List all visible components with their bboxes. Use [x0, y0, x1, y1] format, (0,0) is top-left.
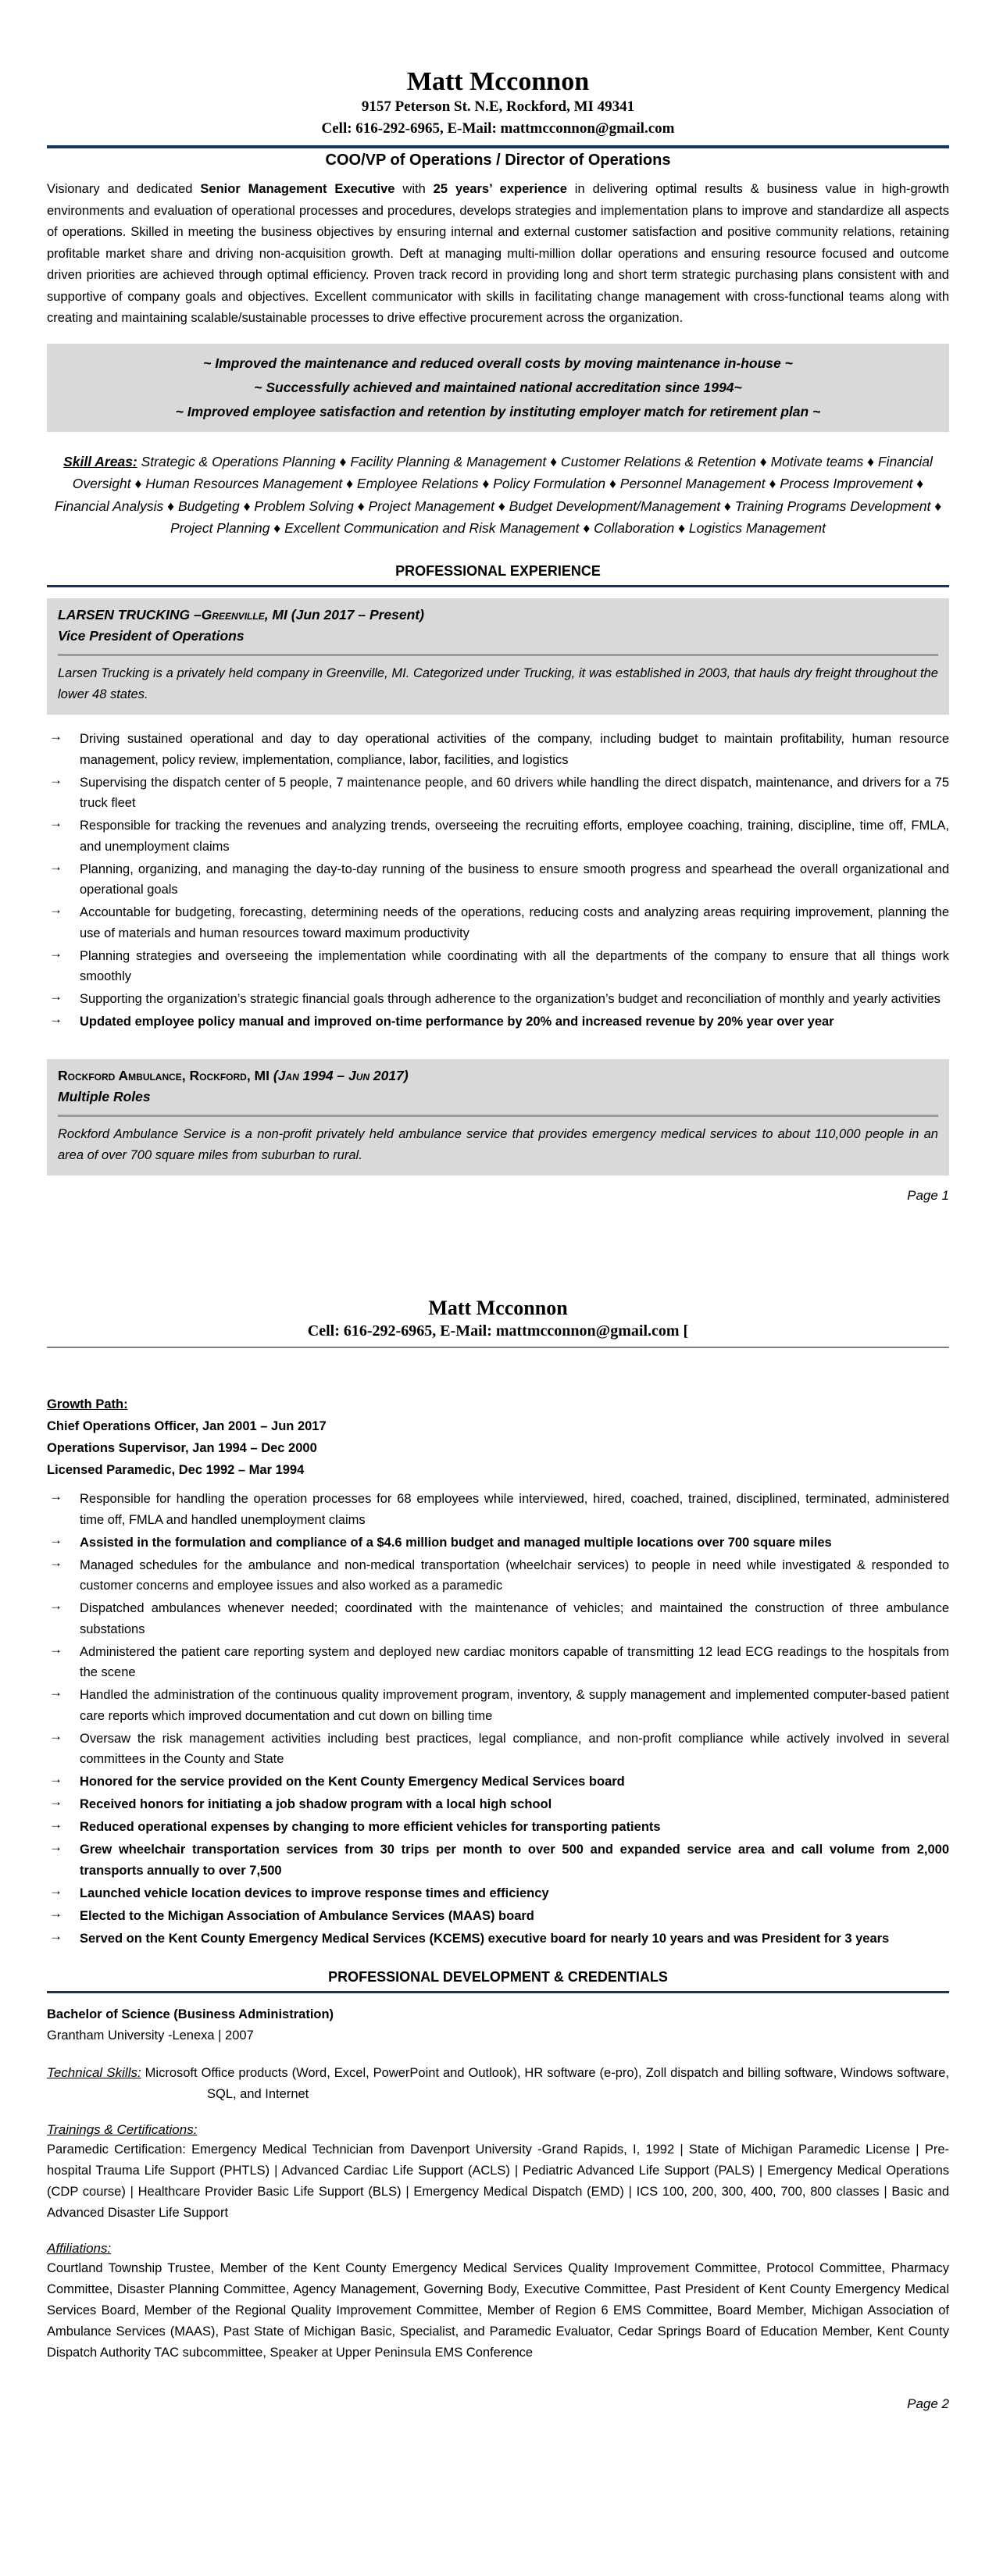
education-block: [47, 2004, 949, 2046]
bullet-text: Grew wheelchair transportation services from 30 trips per month to over 500 and expanded service area and call volume from 2,000 transports annually to over 7,500: [80, 1843, 949, 1878]
highlight-line: ~ Improved employee satisfaction and retention by instituting employer match for retirement plan ~: [175, 403, 821, 419]
summary-rest: in delivering optimal results & business value in high-growth environments and evaluation of operational processes and procedures, develops strategies and implementation plans to improve and standardize all aspects of operations. Skilled in meeting the business objectives by ensuring internal and external customer satisfaction and positive community relations, retaining profitable market share and driving non-acquisition growth. Deft at managing multi-million dollar operations and ensuring resource focused and outcome driven priorities are achieved through optimal efficiency. Proven track record in providing long and short term strategic purchasing plans consistent with and supportive of company goals and objectives. Excellent communicator with skills in facilitating change management with cross-functional teams along with creating and maintaining scalable/sustainable processes to drive effective procurement across the organization.: [47, 182, 950, 326]
summary-lead: Visionary and dedicated: [47, 182, 201, 197]
skill-areas: [47, 451, 949, 540]
job-role: Multiple Roles: [58, 1088, 151, 1104]
bullet-text: Reduced operational expenses by changing to more efficient vehicles for transporting patients: [80, 1820, 661, 1835]
page2-header: [47, 1296, 949, 1349]
bullet-text: Planning strategies and overseeing the implementation while coordinating with all the departments of the company to ensure that all things work smoothly: [80, 948, 949, 984]
growth-path-role: Operations Supervisor, Jan 1994 – Dec 2000: [47, 1441, 317, 1456]
section-rule: [47, 585, 949, 587]
arrow-bullet-icon: →: [49, 772, 62, 787]
job-dates: (Jun 2017 – Present): [287, 606, 424, 623]
contact-line: Cell: 616-292-6965, E-Mail: mattmcconnon@gmail.com [: [307, 1322, 689, 1340]
bullet-text: Oversaw the risk management activities including best practices, legal compliance, and non-profit compliance while actively involved in several committees in the County and State: [80, 1731, 949, 1767]
bullet-item: [47, 859, 949, 901]
bullet-item: [47, 902, 949, 944]
bullet-text: Planning, organizing, and managing the day-to-day running of the business to ensure smooth progress and spearhead the overall organizational and operational goals: [80, 862, 949, 897]
resume-page-2: [0, 1296, 996, 2444]
credentials-section: [47, 1969, 949, 1993]
bullet-item: [47, 1928, 949, 1950]
highlight-line: ~ Successfully achieved and maintained national accreditation since 1994~: [254, 379, 742, 395]
technical-skills: [47, 2062, 949, 2105]
arrow-bullet-icon: →: [49, 1532, 62, 1547]
affiliations-label: Affiliations:: [47, 2241, 112, 2257]
header-rule: [47, 145, 949, 148]
bullet-item: [47, 1011, 949, 1033]
education-degree: Bachelor of Science (Business Administration): [47, 2007, 334, 2022]
candidate-name: Matt Mcconnon: [428, 1296, 568, 1319]
bullet-text: Handled the administration of the continuous quality improvement program, inventory, & supply management and implemented computer-based patient care reports which improved documentation and cut down on billing time: [80, 1688, 949, 1723]
arrow-bullet-icon: →: [49, 1554, 62, 1570]
arrow-bullet-icon: →: [49, 815, 62, 831]
bullet-text: Administered the patient care reporting system and deployed new cardiac monitors capable of transmitting 12 lead ECG readings to the hospitals from the scene: [80, 1644, 949, 1680]
document-title: COO/VP of Operations / Director of Operations: [325, 152, 671, 169]
candidate-name: Matt Mcconnon: [406, 67, 590, 96]
bullet-text: Honored for the service provided on the Kent County Emergency Medical Services board: [80, 1775, 625, 1789]
bullet-text: Elected to the Michigan Association of Ambulance Services (MAAS) board: [80, 1908, 534, 1923]
arrow-bullet-icon: →: [49, 1905, 62, 1921]
job-company: LARSEN TRUCKING –Greenville, MI: [58, 606, 287, 623]
education-school: Grantham University -Lenexa | 2007: [47, 2028, 254, 2043]
section-heading-experience: PROFESSIONAL EXPERIENCE: [395, 562, 601, 579]
job-divider: [58, 654, 938, 656]
arrow-bullet-icon: →: [49, 1489, 62, 1504]
growth-path-role: Chief Operations Officer, Jan 2001 – Jun 2017: [47, 1419, 327, 1434]
address-line: 9157 Peterson St. N.E, Rockford, MI 49341: [361, 98, 635, 116]
bullet-text: Driving sustained operational and day to day operational activities of the company, including budget to maintain profitability, human resource management, policy review, implementation, compliance, labor, facilities, and logistics: [80, 732, 949, 767]
bullet-text: Responsible for handling the operation processes for 68 employees while interviewed, hired, coached, trained, disciplined, terminated, administered time off, FMLA and handled unemployment claims: [80, 1492, 949, 1527]
arrow-bullet-icon: →: [49, 989, 62, 1004]
summary-paragraph: [47, 179, 949, 330]
growth-path-role: Licensed Paramedic, Dec 1992 – Mar 1994: [47, 1463, 305, 1478]
bullet-item: [47, 1817, 949, 1838]
bullet-text: Supervising the dispatch center of 5 people, 7 maintenance people, and 60 drivers while handling the direct dispatch, maintenance, and drivers for a 75 truck fleet: [80, 775, 949, 811]
arrow-bullet-icon: →: [49, 858, 62, 874]
job-company: Rockford Ambulance, Rockford, MI: [58, 1067, 270, 1083]
bullet-item: [47, 1883, 949, 1904]
arrow-bullet-icon: →: [49, 1011, 62, 1027]
bullet-item: [47, 1489, 949, 1530]
job-bullet-list: [47, 729, 949, 1033]
contact-line: Cell: 616-292-6965, E-Mail: mattmcconnon@gmail.com: [321, 120, 675, 137]
summary-bold-role: Senior Management Executive: [200, 182, 395, 197]
affiliations: [47, 2241, 949, 2364]
trainings-label: Trainings & Certifications:: [47, 2122, 198, 2138]
bullet-text: Accountable for budgeting, forecasting, determining needs of the operations, reducing costs and analyzing areas requiring improvement, planning the use of materials and human resources toward maximum productivity: [80, 905, 949, 940]
job-company-line: [58, 605, 938, 626]
job-divider: [58, 1115, 938, 1117]
bullet-text: Launched vehicle location devices to improve response times and efficiency: [80, 1886, 549, 1900]
page-number: Page 2: [907, 2396, 949, 2412]
page-number: Page 1: [907, 1187, 949, 1203]
affiliations-text: Courtland Township Trustee, Member of the Kent County Emergency Medical Services Quality Improvement Committee, Protocol Committee, Pharmacy Committee, Disaster Planning Committee, Agency Management, Governing Body, Executive Committee, Past President of Kent County Emergency Medical Services Board, Member of the Regional Quality Improvement Committee, Member of Region 6 EMS Committee, Board Member, Michigan Association of Ambulance Services (MAAS), Past State of Michigan Basic, Specialist, and Paramedic Evaluator, Cedar Springs Board of Education Member, Kent County Dispatch Authority TAC subcommittee, Speaker at Upper Peninsula EMS Conference: [47, 2261, 949, 2360]
bullet-item: [47, 1771, 949, 1793]
bullet-text: Assisted in the formulation and compliance of a $4.6 million budget and managed multiple locations over 700 square miles: [80, 1535, 832, 1550]
bullet-text: Updated employee policy manual and improved on-time performance by 20% and increased revenue by 20% year over year: [80, 1015, 834, 1029]
summary-mid: with: [394, 182, 434, 197]
bullet-item: [47, 1839, 949, 1881]
job-header-larsen: [47, 598, 949, 715]
technical-skills-text: Microsoft Office products (Word, Excel, PowerPoint and Outlook), HR software (e-pro), Zoll dispatch and billing software, Windows software, SQL, and Internet: [141, 2066, 950, 2102]
job-dates: (Jan 1994 – Jun 2017): [270, 1067, 409, 1083]
trainings-text: Paramedic Certification: Emergency Medical Technician from Davenport University -Grand Rapids, I, 1992 | State of Michigan Paramedic License | Pre-hospital Trauma Life Support (PHTLS) | Advanced Cardiac Life Support (ACLS) | Pediatric Advanced Life Support (PALS) | Emergency Medical Operations (CDP course) | Healthcare Provider Basic Life Support (BLS) | Emergency Medical Dispatch (EMD) | ICS 100, 200, 300, 400, 700, 800 classes | Basic and Advanced Disaster Life Support: [47, 2143, 949, 2221]
resume-page-1: [0, 0, 996, 1204]
bullet-text: Managed schedules for the ambulance and non-medical transportation (wheelchair services) to people in need while investigated & responded to customer concerns and employee issues and also worked as a paramedic: [80, 1557, 949, 1593]
skill-areas-label: Skill Areas:: [63, 453, 137, 469]
highlights-box: [47, 344, 949, 432]
highlight-line: ~ Improved the maintenance and reduced overall costs by moving maintenance in-house ~: [203, 355, 793, 371]
job-role: Vice President of Operations: [58, 628, 245, 644]
bullet-item: [47, 729, 949, 770]
bullet-item: [47, 1794, 949, 1815]
growth-path: [47, 1393, 949, 1481]
arrow-bullet-icon: →: [49, 1928, 62, 1943]
arrow-bullet-icon: →: [49, 1641, 62, 1657]
arrow-bullet-icon: →: [49, 902, 62, 918]
skill-areas-text: Strategic & Operations Planning ♦ Facility Planning & Management ♦ Customer Relations & Retention ♦ Motivate teams ♦ Financial Oversight ♦ Human Resources Management ♦ Employee Relations ♦ Policy Formulation ♦ Personnel Management ♦ Process Improvement ♦ Financial Analysis ♦ Budgeting ♦ Problem Solving ♦ Project Management ♦ Budget Development/Management ♦ Training Programs Development ♦ Project Planning ♦ Excellent Communication and Risk Management ♦ Collaboration ♦ Logistics Management: [54, 453, 942, 537]
trainings-certifications: [47, 2122, 949, 2224]
bullet-item: [47, 1685, 949, 1726]
arrow-bullet-icon: →: [49, 1839, 62, 1855]
header-rule-gray: [47, 1347, 949, 1348]
bullet-text: Responsible for tracking the revenues and analyzing trends, overseeing the recruiting efforts, employee coaching, training, discipline, time off, FMLA, and unemployment claims: [80, 819, 949, 854]
arrow-bullet-icon: →: [49, 1728, 62, 1743]
arrow-bullet-icon: →: [49, 1817, 62, 1832]
arrow-bullet-icon: →: [49, 945, 62, 961]
arrow-bullet-icon: →: [49, 1598, 62, 1614]
summary-bold-experience: 25 years’ experience: [433, 182, 567, 197]
arrow-bullet-icon: →: [49, 729, 62, 744]
bullet-item: [47, 989, 949, 1010]
job-header-rockford: [47, 1059, 949, 1176]
arrow-bullet-icon: →: [49, 1685, 62, 1700]
bullet-item: [47, 815, 949, 857]
bullet-text: Supporting the organization’s strategic financial goals through adherence to the organization’s budget and reconciliation of monthly and yearly activities: [80, 992, 941, 1007]
bullet-text: Received honors for initiating a job shadow program with a local high school: [80, 1797, 552, 1812]
job-company-line: [58, 1065, 938, 1086]
bullet-item: [47, 1906, 949, 1927]
arrow-bullet-icon: →: [49, 1771, 62, 1787]
bullet-item: [47, 1532, 949, 1554]
bullet-text: Dispatched ambulances whenever needed; coordinated with the maintenance of vehicles; and maintained the construction of three ambulance substations: [80, 1601, 949, 1636]
bullet-text: Served on the Kent County Emergency Medical Services (KCEMS) executive board for nearly 10 years and was President for 3 years: [80, 1931, 890, 1946]
section-heading-credentials: PROFESSIONAL DEVELOPMENT & CREDENTIALS: [328, 1969, 668, 1986]
bullet-item: [47, 1598, 949, 1639]
bullet-item: [47, 946, 949, 987]
job-description: Rockford Ambulance Service is a non-profit privately held ambulance service that provides emergency medical services to about 110,000 people in an area of over 700 square miles from suburban to rural.: [58, 1126, 938, 1162]
bullet-item: [47, 772, 949, 814]
bullet-item: [47, 1642, 949, 1683]
growth-path-label: Growth Path:: [47, 1397, 128, 1412]
bullet-item: [47, 1729, 949, 1770]
arrow-bullet-icon: →: [49, 1882, 62, 1898]
bullet-item: [47, 1555, 949, 1597]
arrow-bullet-icon: →: [49, 1794, 62, 1810]
technical-skills-label: Technical Skills:: [47, 2065, 141, 2081]
job-description: Larsen Trucking is a privately held company in Greenville, MI. Categorized under Trucking, it was established in 2003, that hauls dry freight throughout the lower 48 states.: [58, 666, 938, 702]
job-bullet-list: [47, 1489, 949, 1949]
section-rule: [47, 1991, 949, 1993]
